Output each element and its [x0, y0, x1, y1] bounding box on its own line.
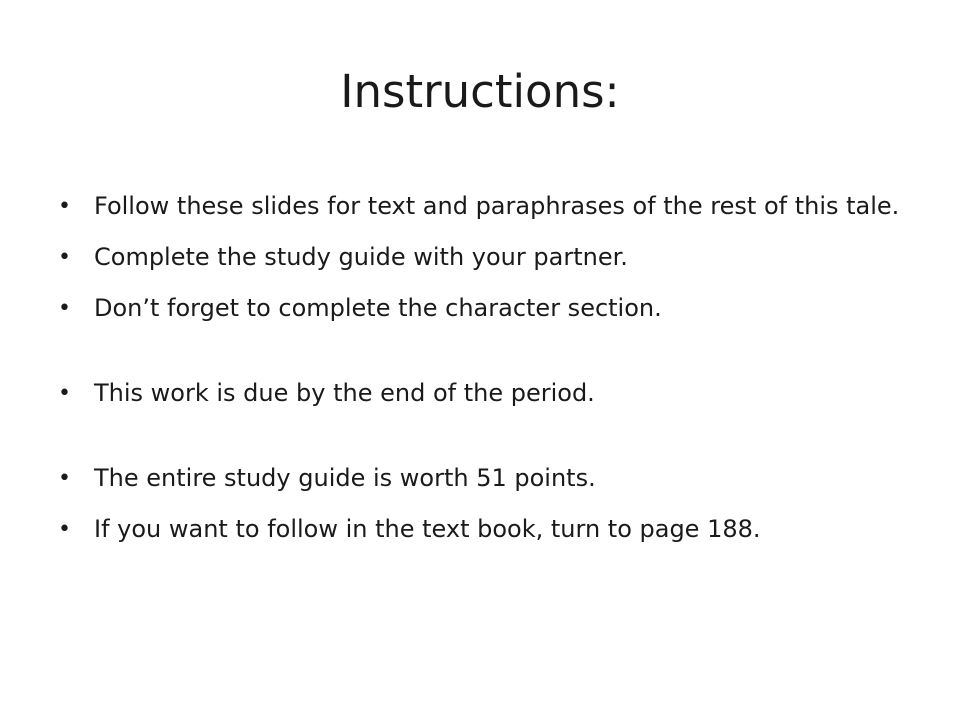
bullet-item [58, 292, 918, 325]
bullet-icon: • [58, 245, 71, 270]
bullet-text: Complete the study guide with your partner. [94, 243, 628, 271]
bullet-text: This work is due by the end of the period. [94, 379, 595, 407]
bullet-icon: • [58, 296, 71, 321]
bullet-text: If you want to follow in the text book, turn to page 188. [94, 515, 761, 543]
bullet-list [58, 190, 918, 546]
bullet-icon: • [58, 517, 71, 542]
bullet-text: The entire study guide is worth 51 points. [94, 464, 596, 492]
bullet-icon: • [58, 194, 71, 219]
bullet-text: Follow these slides for text and paraphrases of the rest of this tale. [94, 192, 900, 220]
bullet-text: Don’t forget to complete the character section. [94, 294, 662, 322]
bullet-item [58, 377, 918, 410]
bullet-item [58, 241, 918, 274]
bullet-item [58, 190, 918, 223]
bullet-icon: • [58, 381, 71, 406]
bullet-item [58, 513, 918, 546]
bullet-item [58, 462, 918, 495]
slide-title: Instructions: [340, 65, 620, 118]
bullet-icon: • [58, 466, 71, 491]
